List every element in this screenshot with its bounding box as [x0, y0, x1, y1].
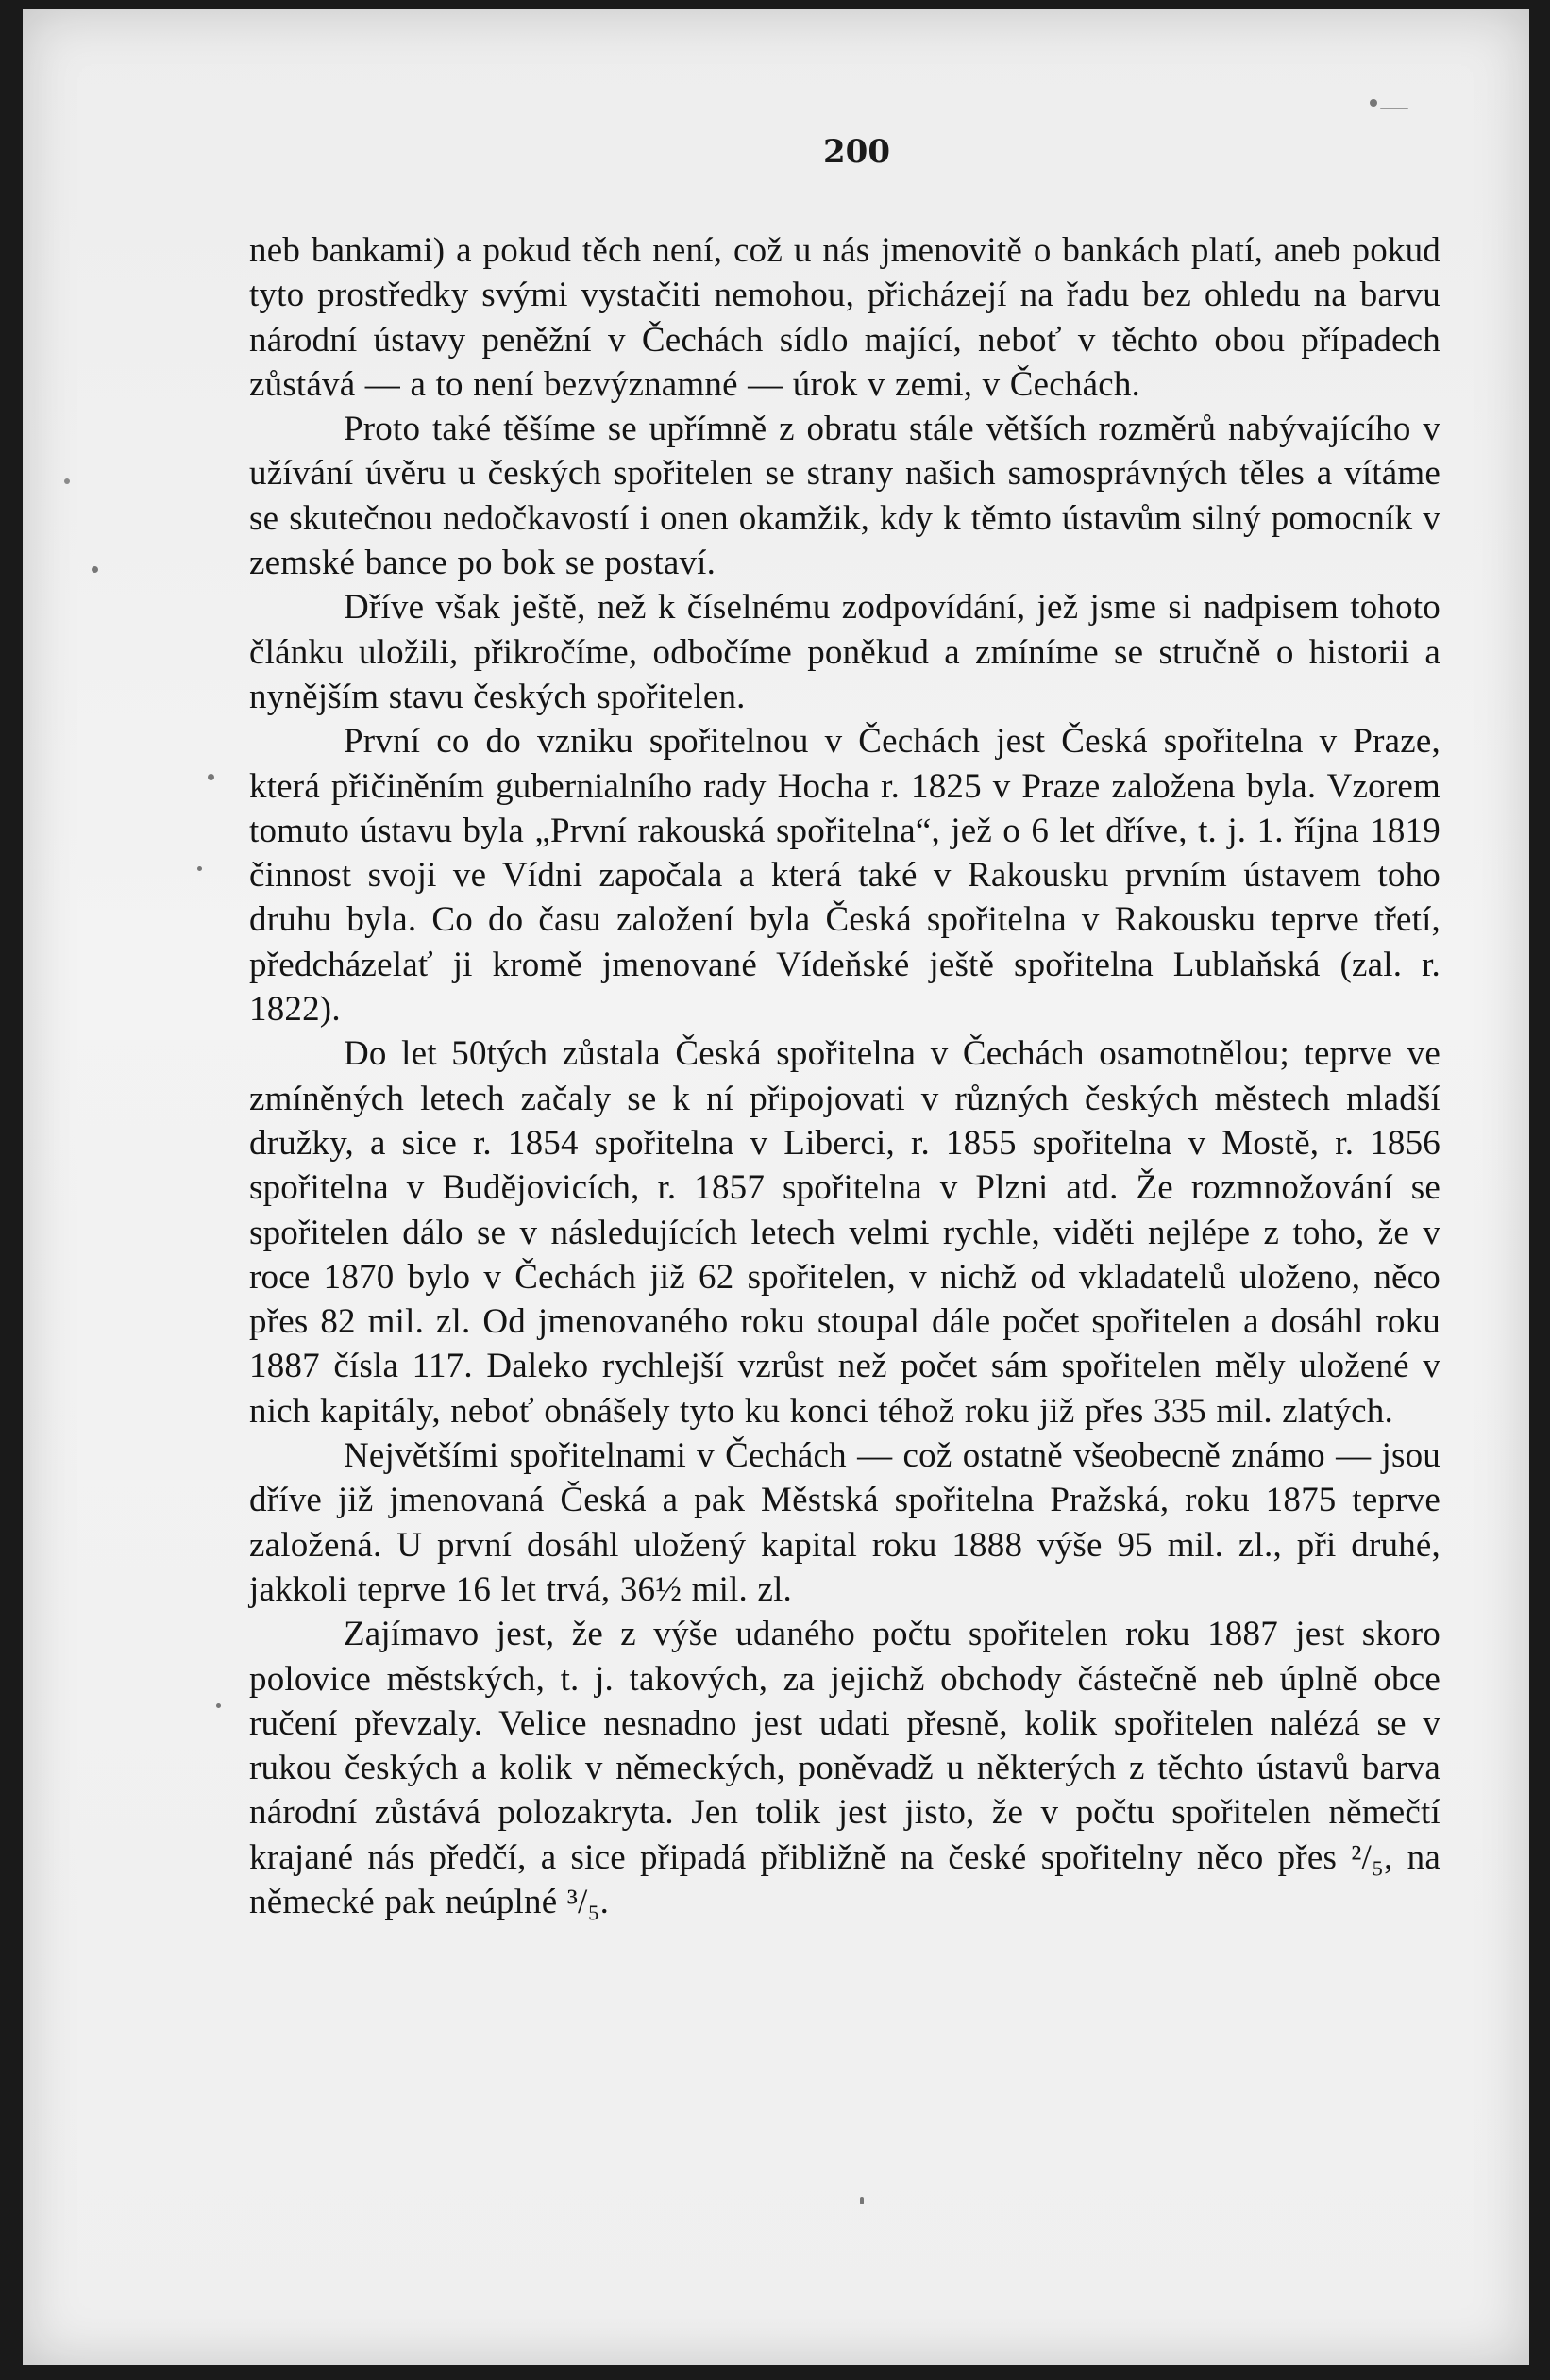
body-text	[249, 228, 1440, 1924]
scan-speck	[197, 866, 202, 871]
paragraph-2: Proto také těšíme se upřímně z obratu stále větších rozměrů nabývajícího v užívání úvěru u českých spořitelen se strany našich samosprávných těles a vítáme se skutečnou nedočkavostí i onen okamžik, kdy k těmto ústavům silný pomocník v zemské bance po bok se postaví.	[249, 410, 1440, 583]
document-page	[23, 9, 1529, 2365]
scan-speck	[1380, 108, 1408, 109]
paragraph-6: Největšími spořitelnami v Čechách — což ostatně všeobecně známo — jsou dříve již jmenovaná Česká a pak Městská spořitelna Pražská, roku 1875 teprve založená. U první dosáhl uložený kapital roku 1888 výše 95 mil. zl., při druhé, jakkoli teprve 16 let trvá, 36½ mil. zl.	[249, 1436, 1440, 1609]
paragraph-4: První co do vzniku spořitelnou v Čechách jest Česká spořitelna v Praze, která přičiněním gubernialního rady Hocha r. 1825 v Praze založena byla. Vzorem tomuto ústavu byla „První rakouská spořitelna“, jež o 6 let dříve, t. j. 1. října 1819 činnost svoji ve Vídni započala a která také v Rakousku prvním ústavem toho druhu byla. Co do času založení byla Česká spořitelna v Rakousku teprve třetí, předcházelať ji kromě jmenované Vídeňské ještě spořitelna Lublaňská (zal. r. 1822).	[249, 722, 1440, 1030]
scan-speck	[860, 2197, 864, 2204]
scan-speck	[64, 478, 70, 484]
paragraph-5: Do let 50tých zůstala Česká spořitelna v Čechách osamotnělou; teprve ve zmíněných letech začaly se k ní připojovati v různých českých městech mladší družky, a sice r. 1854 spořitelna v Liberci, r. 1855 spořitelna v Mostě, r. 1856 spořitelna v Budějovicích, r. 1857 spořitelna v Plzni atd. Že rozmnožování se spořitelen dálo se v následujících letech velmi rychle, viděti nejlépe z toho, že v roce 1870 bylo v Čechách již 62 spořitelen, v nichž od vkladatelů uloženo, něco přes 82 mil. zl. Od jmenovaného roku stoupal dále počet spořitelen a dosáhl roku 1887 čísla 117. Daleko rychlejší vzrůst než počet sám spořitelen měly uložené v nich kapitály, neboť obnášely tyto ku konci téhož roku již přes 335 mil. zlatých.	[249, 1034, 1440, 1431]
scan-speck	[1370, 99, 1377, 107]
paragraph-3: Dříve však ještě, než k číselnému zodpovídání, jež jsme si nadpisem tohoto článku uložili, přikročíme, odbočíme poněkud a zmíníme se stručně o historii a nynějším stavu českých spořitelen.	[249, 588, 1440, 716]
page-number: 200	[823, 133, 890, 171]
scan-speck	[208, 774, 214, 780]
paragraph-1: neb bankami) a pokud těch není, což u nás jmenovitě o bankách platí, aneb pokud tyto prostředky svými vystačiti nemohou, přicházejí na řadu bez ohledu na barvu národní ústavy peněžní v Čechách sídlo mající, neboť v těchto obou případech zůstává — a to není bezvýznamné — úrok v zemi, v Čechách.	[249, 231, 1440, 404]
scan-speck	[216, 1703, 221, 1708]
paragraph-7: Zajímavo jest, že z výše udaného počtu spořitelen roku 1887 jest skoro polovice městských, t. j. takových, za jejichž obchody částečně neb úplně obce ručení převzaly. Velice nesnadno jest udati přesně, kolik spořitelen nalézá se v rukou českých a kolik v německých, poněvadž u některých z těchto ústavů barva národní zůstává polozakryta. Jen tolik jest jisto, že v počtu spořitelen němečtí krajané nás předčí, a sice připadá přibližně na české spořitelny něco přes ²/₅, na německé pak neúplné ³/₅.	[249, 1615, 1440, 1921]
scan-speck	[92, 566, 98, 573]
